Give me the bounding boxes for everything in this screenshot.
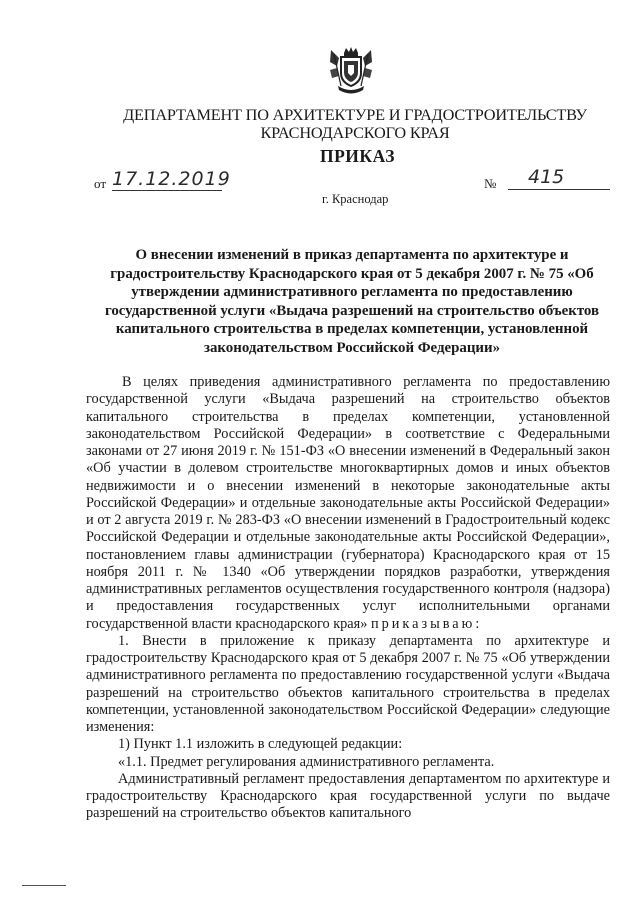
- date-label: от: [94, 176, 107, 191]
- order-verb: приказываю:: [370, 615, 483, 632]
- city: г. Краснодар: [322, 192, 389, 206]
- subitem-1-paragraph: 1) Пункт 1.1 изложить в следующей редакции:: [118, 736, 403, 753]
- date-value: 17.12.2019: [112, 168, 231, 190]
- preamble-text: В целях приведения административного регламента по предоставлению государственной услуги «Выдача разрешений на строительство объектов капитального строительства в пределах компетенции, установленной законодательством Российской Федерации» в соответствие с Федеральными законами от 27 июня 2019 г. № 151-ФЗ «О внесении изменений в Федеральный закон «Об участии в долевом строительстве многоквартирных домов и иных объектов недвижимости и о внесении изменений в некоторые законодательные акты Российской Федерации» и отдельные законодательные акты Российской Федерации» и от 2 августа 2019 г. № 283-ФЗ «О внесении изменений в Градостроительный кодекс Российской Федерации и отдельные законодательные акты Российской Федерации», постановлением главы администрации (губернатора) Краснодарского края от 15 ноября 2011 г. № 1340 «Об утверждении порядков разработки, утверждения административных регламентов осуществления государственного контроля (надзора) и предоставления государственных услуг исполнительными органами государственной власти краснодарского края»: [86, 374, 610, 632]
- number-value: 415: [508, 166, 610, 190]
- clause-1-1-heading: «1.1. Предмет регулирования административного регламента.: [118, 753, 495, 770]
- preamble-paragraph: [86, 374, 610, 633]
- footnote-line: [22, 885, 66, 886]
- item-1-paragraph: 1. Внести в приложение к приказу департамента по архитектуре и градостроительству Краснодарского края от 5 декабря 2007 г. № 75 «Об утверждении административного регламента по предоставлению государственной услуги «Выдача разрешений на строительство объектов капитального строительства в пределах компетенции, установленной законодательством Российской Федерации» следующие изменения:: [86, 632, 610, 735]
- order-title: О внесении изменений в приказ департамента по архитектуре и градостроительству Краснодарского края от 5 декабря 2007 г. № 75 «Об утверждении административного регламента по предоставлению государственной услуги «Выдача разрешений на строительство объектов капитального строительства в пределах компетенции, установленной законодательством Российской Федерации»: [104, 247, 600, 356]
- department-name: ДЕПАРТАМЕНТ ПО АРХИТЕКТУРЕ И ГРАДОСТРОИТЕЛЬСТВУ КРАСНОДАРСКОГО КРАЯ: [123, 105, 587, 142]
- document-type: ПРИКАЗ: [320, 146, 396, 166]
- number-label: №: [484, 176, 497, 191]
- order-body: [86, 374, 610, 823]
- krasnodar-krai-coat-of-arms-icon: [328, 46, 374, 98]
- clause-1-1-text: Административный регламент предоставления департаментом по архитектуре и градостроительству Краснодарского края государственной услуги по выдаче разрешений на строительство объектов капитального: [86, 770, 610, 822]
